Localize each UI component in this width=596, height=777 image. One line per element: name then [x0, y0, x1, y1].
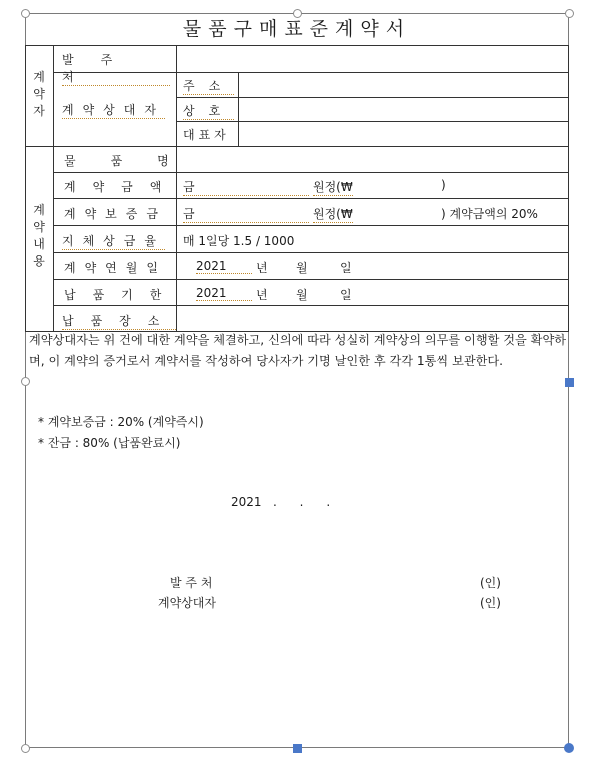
deposit-prefix	[183, 205, 309, 223]
content-group-label: 계약내용	[33, 203, 45, 268]
note-balance: * 잔금 : 80% (납품완료시)	[38, 436, 181, 450]
counterparty-seal: (인)	[480, 596, 501, 610]
contract-year-unit: 년	[256, 261, 268, 275]
delay-rate-value: 매 1일당 1.5 / 1000	[183, 234, 295, 248]
representative-label: 대표자	[183, 128, 230, 142]
note-deposit: * 계약보증금 : 20% (계약즉시)	[38, 415, 204, 429]
contract-day-unit: 일	[340, 261, 352, 275]
table-divider	[53, 172, 569, 173]
agreement-paragraph: 계약상대자는 위 건에 대한 계약을 체결하고, 신의에 따라 성실히 계약상의 의무를 이행할 것을 확약하며, 이 계약의 증거로서 계약서를 작성하여 당사자가 기명 날인한 후 각각 1통씩 보관한다.	[29, 333, 566, 368]
counterparty-label: 계약상대자	[62, 103, 165, 117]
deposit-close: ) 계약금액의 20%	[441, 207, 538, 221]
contractor-group-label: 계약자	[33, 70, 45, 118]
delivery-deadline-label: 납품기한	[64, 288, 179, 302]
signing-date: 2021 . . .	[231, 495, 331, 509]
document-title: 물품구매표준계약서	[182, 18, 412, 40]
item-name-label: 물품명	[64, 154, 204, 168]
delivery-place-label: 납품장소	[62, 314, 177, 328]
amount-prefix	[183, 178, 309, 196]
address-label: 주소	[183, 79, 235, 93]
delay-rate-label: 지체상금율	[62, 234, 165, 248]
amount-close: )	[441, 178, 446, 192]
deadline-year: 2021	[196, 286, 252, 301]
deadline-day-unit: 일	[340, 288, 352, 302]
contract-deposit-label: 계약보증금	[64, 207, 167, 221]
resize-handle-bottom-left[interactable]	[21, 744, 30, 753]
table-divider	[25, 146, 569, 147]
deadline-month-unit: 월	[296, 288, 308, 302]
resize-handle-middle-right[interactable]	[565, 378, 574, 387]
table-divider	[53, 198, 569, 199]
resize-handle-bottom-right[interactable]	[564, 743, 574, 753]
orderer-seal: (인)	[480, 576, 501, 590]
table-divider	[53, 252, 569, 253]
resize-handle-bottom-center[interactable]	[293, 744, 302, 753]
amount-unit: 원정(₩	[313, 180, 353, 194]
counterparty-signature-label: 계약상대자	[158, 596, 216, 610]
deposit-unit: 원정(₩	[313, 207, 353, 221]
contract-amount-label: 계약금액	[64, 180, 179, 194]
table-divider	[176, 97, 569, 98]
contract-date-label: 계약연월일	[64, 261, 167, 275]
table-divider	[176, 121, 569, 122]
table-divider	[53, 45, 54, 332]
table-divider	[53, 279, 569, 280]
orderer-label	[62, 51, 170, 86]
amount-prefix-text: 금	[183, 180, 195, 194]
table-divider	[53, 225, 569, 226]
table-divider	[53, 305, 569, 306]
table-divider	[238, 72, 239, 146]
contract-month-unit: 월	[296, 261, 308, 275]
orderer-signature-label: 발 주 처	[170, 576, 213, 590]
deadline-year-unit: 년	[256, 288, 268, 302]
deposit-prefix-text: 금	[183, 207, 195, 221]
resize-handle-middle-left[interactable]	[21, 377, 30, 386]
contract-year: 2021	[196, 259, 252, 274]
orderer-text: 발주처	[62, 53, 140, 84]
company-name-label: 상호	[183, 104, 235, 118]
